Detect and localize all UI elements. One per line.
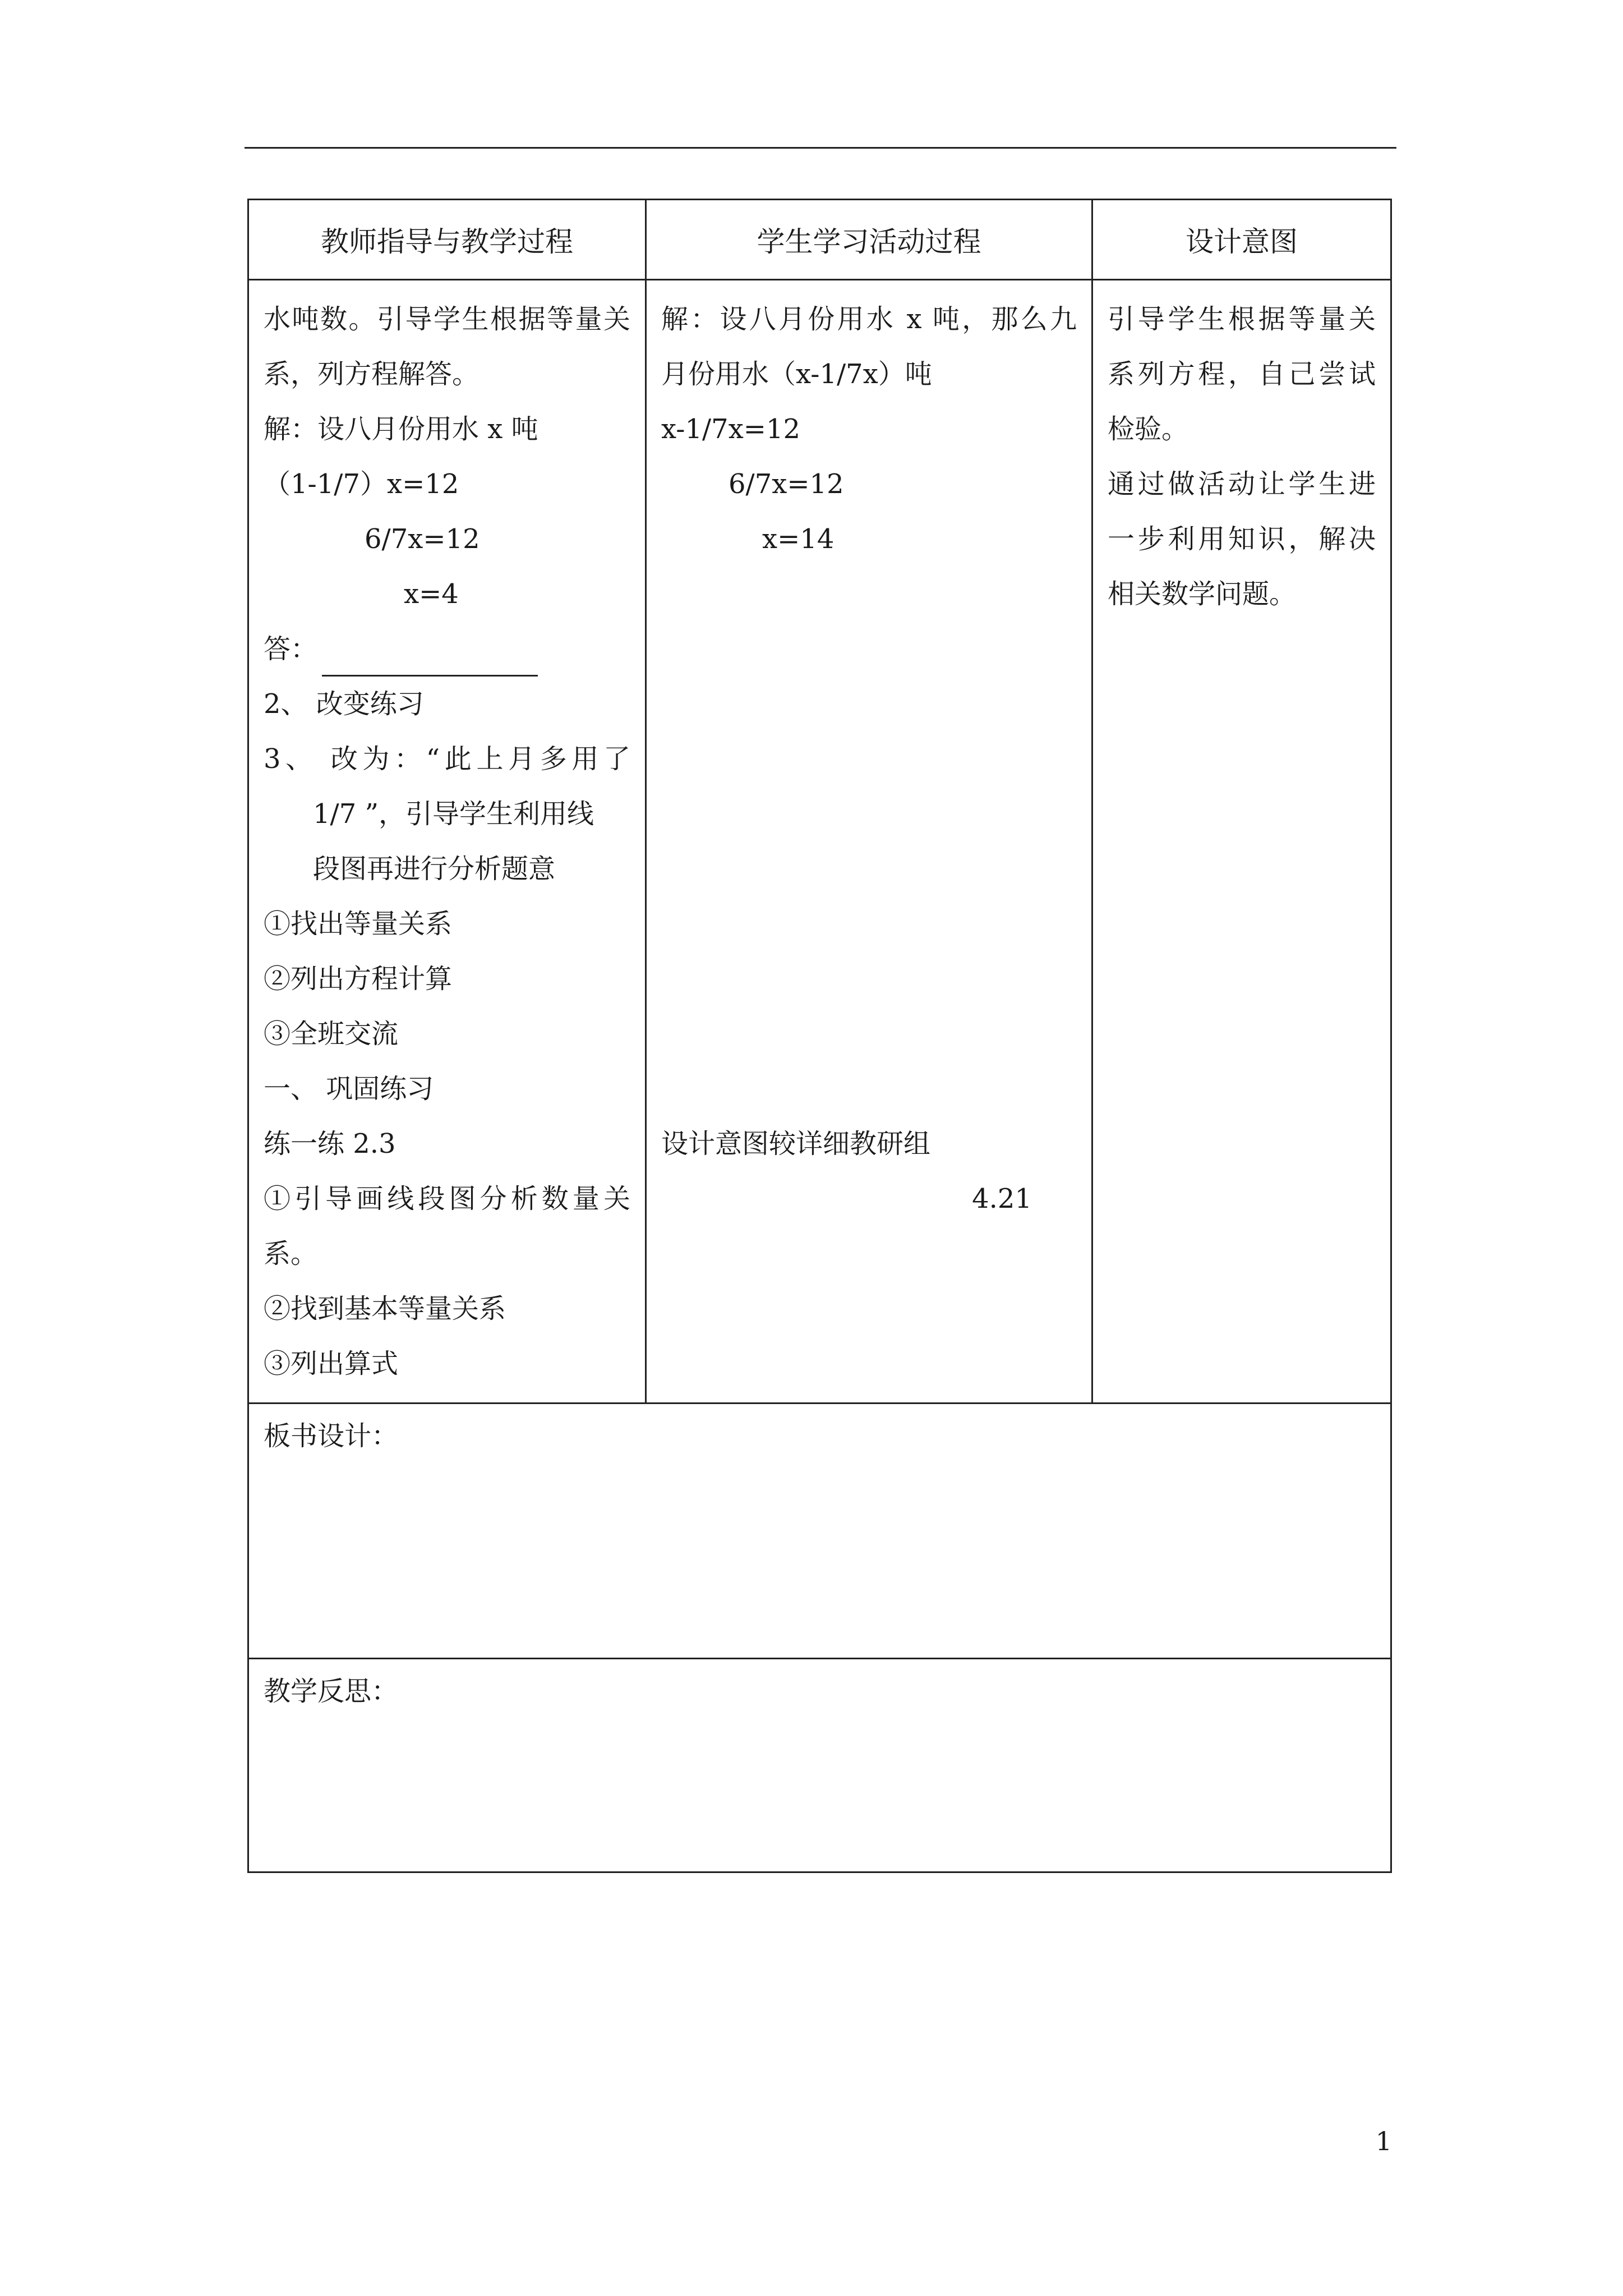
teacher-line: 练一练 2.3: [264, 1128, 396, 1159]
teacher-line: 一、 巩固练习: [264, 1073, 434, 1105]
teacher-line: （1-1/7）x=12: [264, 468, 459, 500]
table-content-row: [248, 280, 1391, 1404]
intent-line: 检验。: [1108, 413, 1189, 445]
teacher-line: 系。: [264, 1238, 318, 1269]
intent-line: 系列方程，自己尝试: [1108, 358, 1376, 390]
intent-line: 一步利用知识，解决: [1108, 523, 1376, 555]
teacher-line: 系，列方程解答。: [264, 358, 479, 390]
student-note: 设计意图较详细教研组: [661, 1128, 931, 1159]
teacher-line: 6/7x=12: [365, 523, 480, 555]
teacher-line: ①找出等量关系: [264, 908, 453, 940]
teacher-line: 水吨数。引导学生根据等量关: [264, 303, 630, 335]
teacher-line: ③全班交流: [264, 1018, 399, 1050]
student-activity-cell: [646, 280, 1092, 1404]
lesson-plan-table: [247, 199, 1392, 1873]
design-intent-cell: [1092, 280, 1391, 1404]
answer-label: 答：: [264, 633, 318, 665]
header-student-activity: 学生学习活动过程: [646, 200, 1092, 280]
intent-line: 通过做活动让学生进: [1108, 468, 1376, 500]
answer-blank: [322, 640, 538, 677]
header-rule: [245, 147, 1396, 149]
teacher-line: ②找到基本等量关系: [264, 1293, 506, 1324]
teacher-line: 1/7 ”，引导学生利用线: [313, 798, 594, 830]
teacher-line: 3、 改为：“此上月多用了: [264, 743, 630, 775]
board-design-row: [248, 1404, 1391, 1659]
answer-line-row: [264, 622, 630, 677]
teacher-process-cell: [248, 280, 646, 1404]
teacher-line: ③列出算式: [264, 1348, 399, 1379]
intent-line: 相关数学问题。: [1108, 578, 1297, 610]
student-line: 解：设八月份用水 x 吨，那么九: [661, 303, 1077, 335]
student-date: 4.21: [972, 1183, 1032, 1214]
teacher-line: ②列出方程计算: [264, 963, 453, 995]
teacher-line: ①引导画线段图分析数量关: [264, 1183, 630, 1214]
table-header-row: [248, 200, 1391, 280]
reflection-cell: [248, 1659, 1391, 1872]
student-line: 6/7x=12: [728, 468, 844, 500]
intent-line: 引导学生根据等量关: [1108, 303, 1376, 335]
header-design-intent: 设计意图: [1092, 200, 1391, 280]
student-line: x-1/7x=12: [661, 413, 801, 445]
teacher-line: 解：设八月份用水 x 吨: [264, 413, 538, 445]
board-design-cell: [248, 1404, 1391, 1659]
reflection-row: [248, 1659, 1391, 1872]
teacher-line: 段图再进行分析题意: [313, 853, 556, 885]
student-line: x=14: [762, 523, 834, 555]
student-line: 月份用水（x-1/7x）吨: [661, 358, 932, 390]
teacher-line: x=4: [404, 578, 459, 610]
teacher-line: 2、 改变练习: [264, 688, 424, 720]
header-teacher-process: 教师指导与教学过程: [248, 200, 646, 280]
page-number: 1: [1375, 2126, 1392, 2156]
board-design-label: 板书设计：: [264, 1420, 399, 1452]
reflection-label: 教学反思：: [264, 1676, 399, 1707]
